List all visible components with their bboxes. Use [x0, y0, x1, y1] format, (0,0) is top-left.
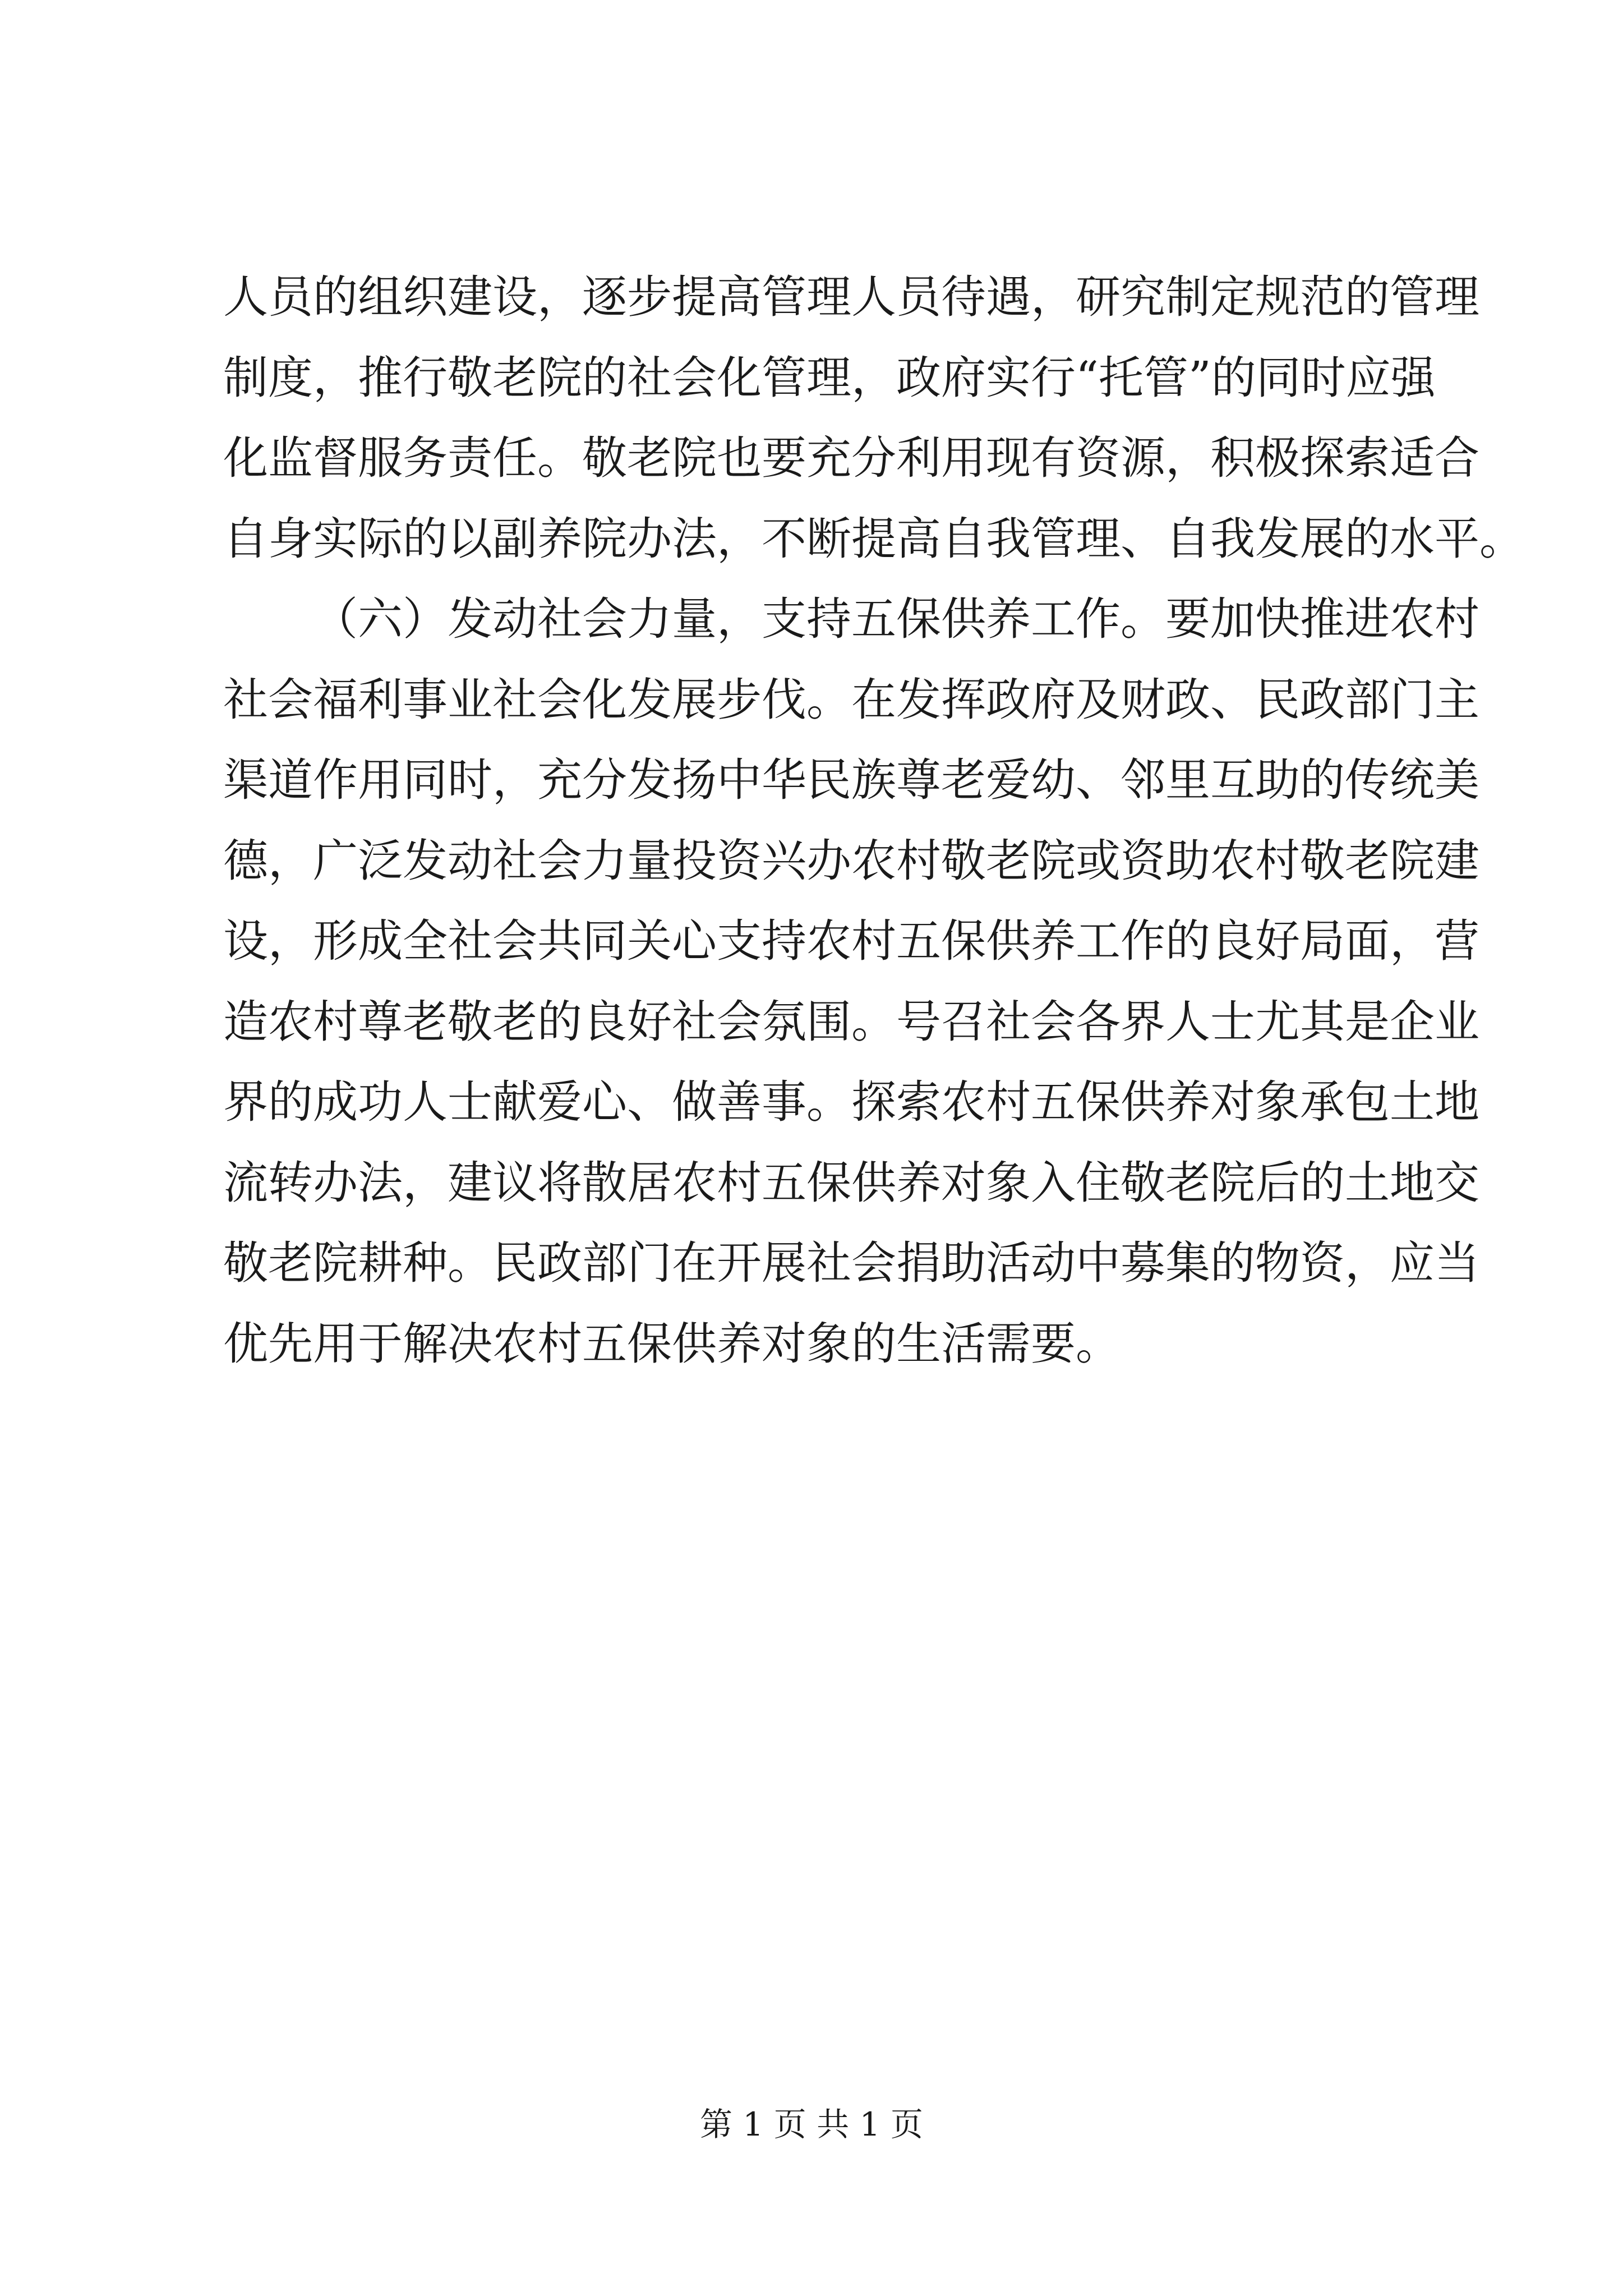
- text-line: 造农村尊老敬老的良好社会氛围。号召社会各界人士尤其是企业: [223, 995, 1479, 1048]
- text-line: 设，形成全社会共同关心支持农村五保供养工作的良好局面，营: [223, 915, 1479, 967]
- body-text: [223, 257, 1524, 1384]
- text-line: 制度，推行敬老院的社会化管理，政府实行“托管”的同时应强: [223, 351, 1436, 404]
- text-line: 界的成功人士献爱心、做善事。探索农村五保供养对象承包土地: [223, 1076, 1479, 1128]
- text-line: 流转办法，建议将散居农村五保供养对象入住敬老院后的土地交: [223, 1156, 1479, 1209]
- text-line: 人员的组织建设，逐步提高管理人员待遇，研究制定规范的管理: [223, 271, 1479, 323]
- text-line: 社会福利事业社会化发展步伐。在发挥政府及财政、民政部门主: [223, 673, 1479, 726]
- text-line: 德，广泛发动社会力量投资兴办农村敬老院或资助农村敬老院建: [223, 834, 1479, 887]
- paragraph: [223, 257, 1524, 579]
- page-footer: [0, 2105, 1623, 2144]
- text-line: 优先用于解决农村五保供养对象的生活需要。: [223, 1317, 1121, 1370]
- page-number: 第 1 页 共 1 页: [700, 2105, 923, 2143]
- text-line: 渠道作用同时，充分发扬中华民族尊老爱幼、邻里互助的传统美: [223, 754, 1479, 806]
- text-line: 敬老院耕种。民政部门在开展社会捐助活动中募集的物资，应当: [223, 1237, 1479, 1289]
- text-line: 化监督服务责任。敬老院也要充分利用现有资源，积极探索适合: [223, 432, 1479, 484]
- text-line: （六）发动社会力量，支持五保供养工作。要加快推进农村: [313, 593, 1479, 645]
- paragraph: [223, 579, 1479, 1384]
- text-line: 自身实际的以副养院办法，不断提高自我管理、自我发展的水平。: [223, 512, 1524, 565]
